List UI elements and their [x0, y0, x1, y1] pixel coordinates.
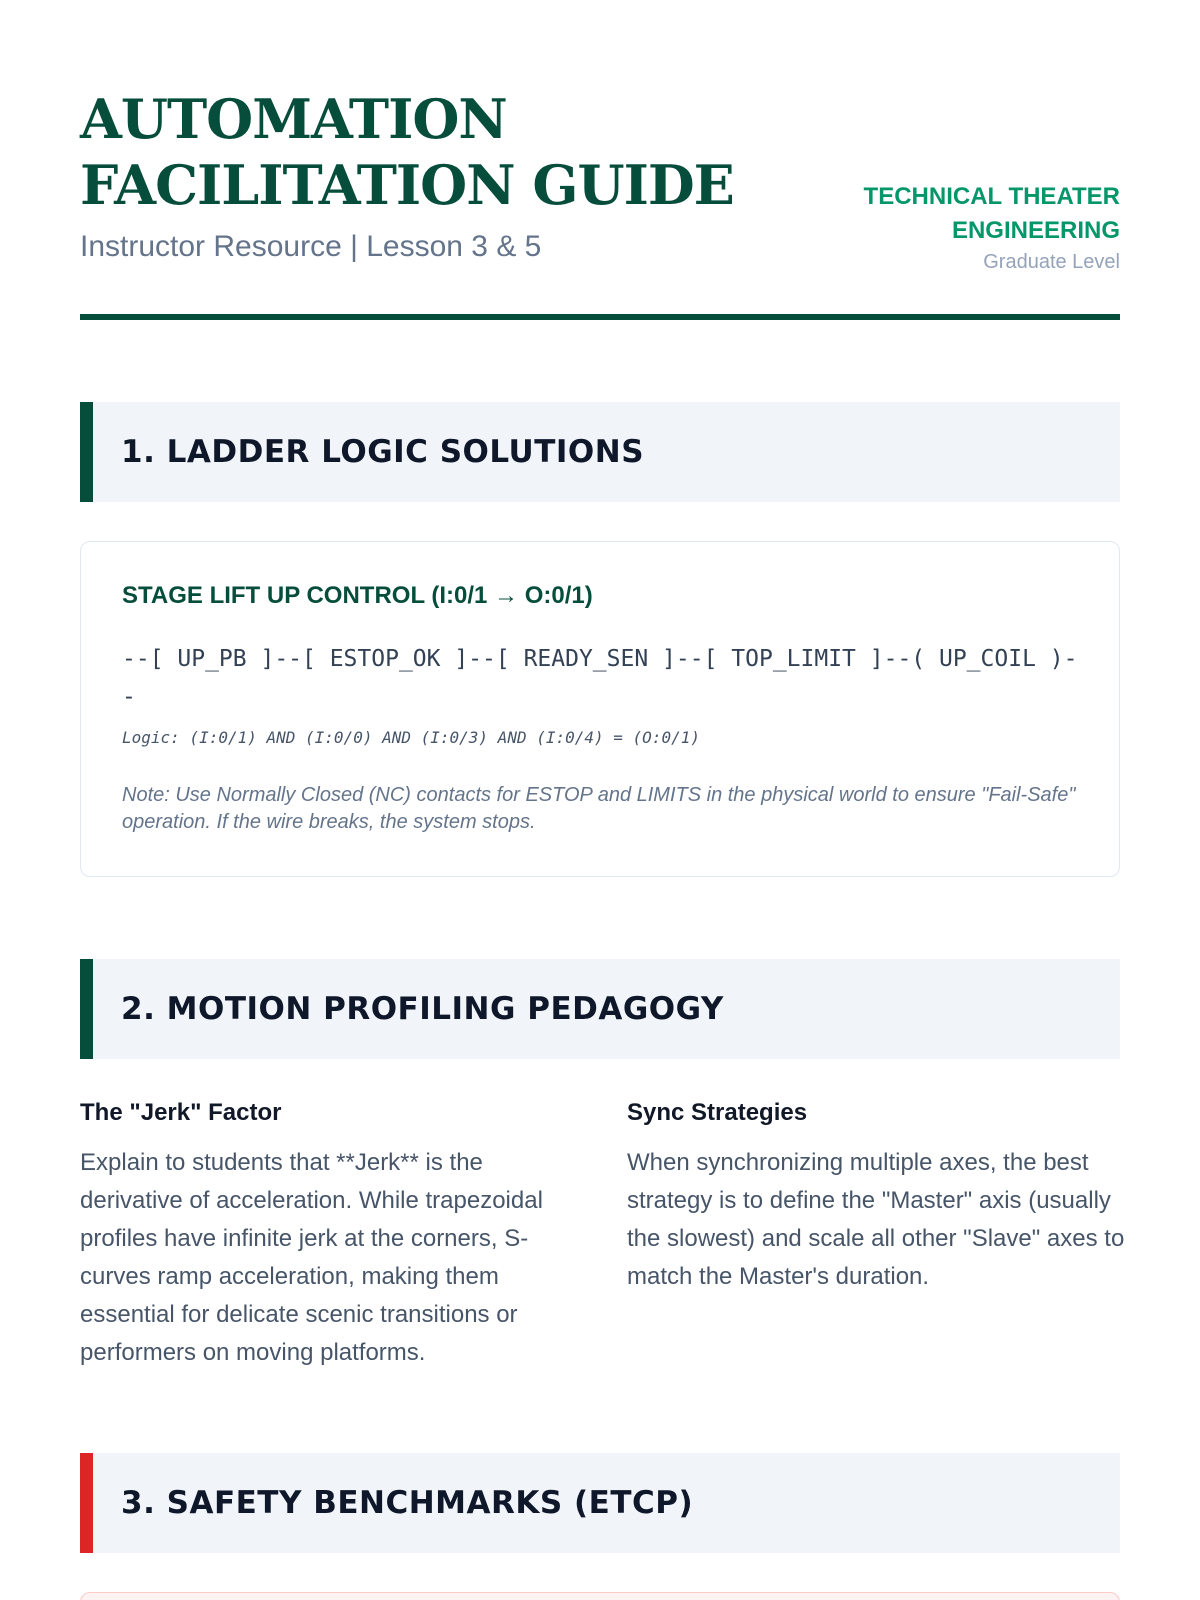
- sync-strategies-title: Sync Strategies: [627, 1099, 808, 1126]
- sync-strategies-column: [627, 1096, 1127, 1296]
- document-header: [80, 80, 1120, 320]
- jerk-factor-body: Explain to students that **Jerk** is the derivative of acceleration. While trapezoidal profiles have infinite jerk at the corners, S-curves ramp acceleration, making them essential for delicate scenic transitions or performers on moving platforms.: [80, 1149, 543, 1366]
- department-line2: ENGINEERING: [951, 217, 1120, 244]
- section-header-ladder-logic: [80, 402, 1120, 502]
- ladder-logic-expression: Logic: (I:0/1) AND (I:0/0) AND (I:0/3) AND (I:0/4) = (O:0/1): [122, 728, 700, 747]
- document-subtitle: Instructor Resource | Lesson 3 & 5: [80, 230, 542, 263]
- jerk-factor-column: [80, 1096, 580, 1372]
- section-header-motion-profiling: [80, 959, 1120, 1059]
- ladder-rung-code: --[ UP_PB ]--[ ESTOP_OK ]--[ READY_SEN ]--[ TOP_LIMIT ]--( UP_COIL )--: [122, 646, 1078, 710]
- section-accent-bar: [80, 402, 93, 502]
- department-line1: TECHNICAL THEATER: [863, 183, 1120, 210]
- section-title: 3. SAFETY BENCHMARKS (ETCP): [121, 1485, 694, 1521]
- document-title-line2: FACILITATION GUIDE: [80, 153, 734, 217]
- section-accent-bar: [80, 1453, 93, 1553]
- course-info: [864, 180, 1120, 276]
- safety-benchmarks-card: [80, 1592, 1120, 1600]
- ladder-logic-card: [80, 541, 1120, 877]
- document-title: [80, 86, 780, 218]
- section-title: 2. MOTION PROFILING PEDAGOGY: [121, 991, 724, 1027]
- level-label: Graduate Level: [983, 251, 1120, 273]
- ladder-card-title: STAGE LIFT UP CONTROL (I:0/1 → O:0/1): [122, 582, 593, 609]
- document-title-line1: AUTOMATION: [80, 87, 507, 151]
- jerk-factor-title: The "Jerk" Factor: [80, 1099, 282, 1126]
- section-title: 1. LADDER LOGIC SOLUTIONS: [121, 434, 645, 470]
- department-label: [864, 180, 1120, 248]
- header-divider: [80, 314, 1120, 320]
- section-header-safety-benchmarks: [80, 1453, 1120, 1553]
- sync-strategies-body: When synchronizing multiple axes, the best strategy is to define the "Master" axis (usually the slowest) and scale all other "Slave" axes to match the Master's duration.: [627, 1149, 1125, 1290]
- ladder-safety-note: Note: Use Normally Closed (NC) contacts for ESTOP and LIMITS in the physical world to ensure "Fail-Safe" operation. If the wire breaks, the system stops.: [122, 784, 1076, 833]
- section-accent-bar: [80, 959, 93, 1059]
